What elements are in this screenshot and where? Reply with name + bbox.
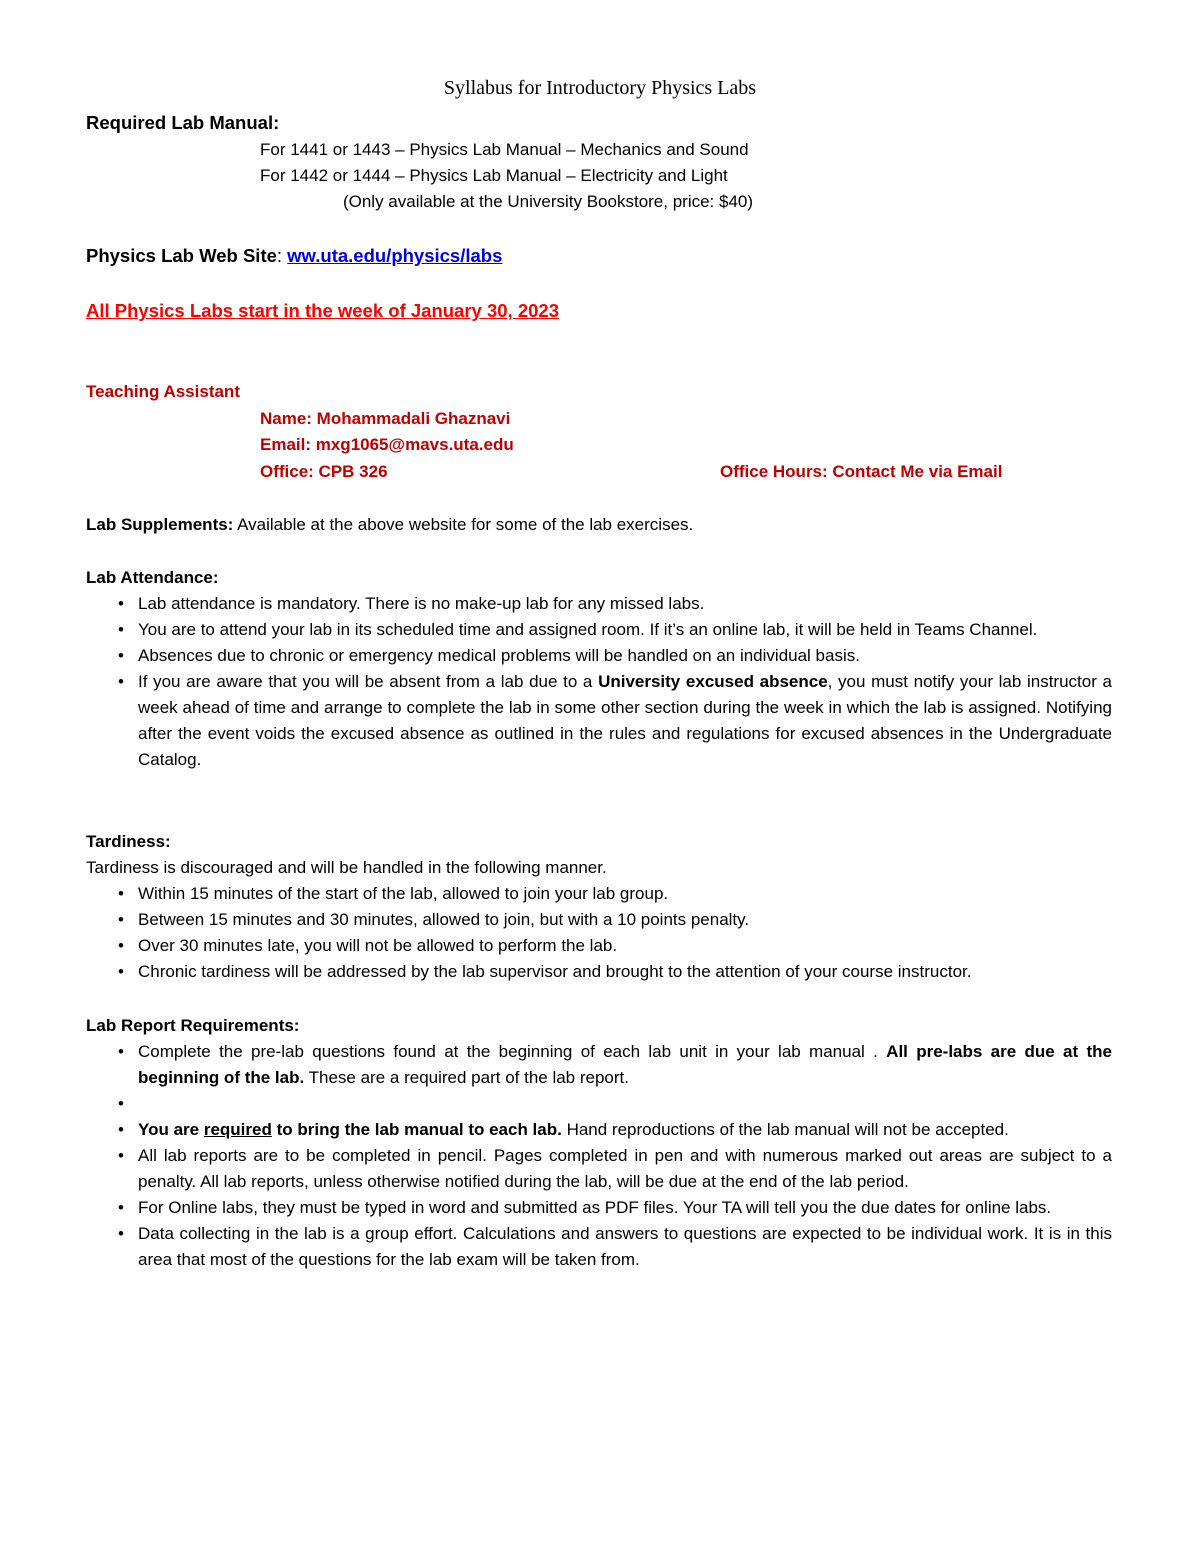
tardiness-intro: Tardiness is discouraged and will be handled in the following manner. [86, 858, 607, 877]
list-item: • Over 30 minutes late, you will not be allowed to perform the lab. [112, 933, 1112, 959]
list-spacer [112, 1091, 1112, 1117]
list-item [112, 1117, 1112, 1143]
list-item: • Between 15 minutes and 30 minutes, allowed to join, but with a 10 points penalty. [112, 907, 1112, 933]
ta-email: Email: mxg1065@mavs.uta.edu [260, 435, 514, 454]
excused-absence-emphasis: University excused absence [598, 672, 828, 691]
website-label: Physics Lab Web Site [86, 245, 277, 266]
list-item: • Chronic tardiness will be addressed by the lab supervisor and brought to the attention of your course instructor. [112, 959, 1112, 985]
supplements-row [86, 512, 693, 538]
report-b1-pre: Complete the pre-lab questions found at the beginning of each lab unit in your lab manual . [138, 1042, 887, 1061]
website-row [86, 243, 502, 269]
tardiness-heading: Tardiness: [86, 832, 171, 851]
report-heading: Lab Report Requirements: [86, 1016, 300, 1035]
ta-office-hours: Office Hours: Contact Me via Email [720, 462, 1003, 481]
lab-manual-availability: (Only available at the University Bookstore, price: $40) [342, 192, 754, 211]
attendance-heading: Lab Attendance: [86, 568, 219, 587]
list-item: • Data collecting in the lab is a group effort. Calculations and answers to questions are expected to be individual work. It is in this area that most of the questions for the lab exam will be taken from. [112, 1221, 1112, 1273]
attendance-list [112, 591, 1112, 773]
required-emphasis: required [203, 1120, 272, 1139]
supplements-text: Available at the above website for some of the lab exercises. [233, 515, 694, 534]
ta-name: Name: Mohammadali Ghaznavi [260, 409, 511, 428]
lab-manual-line-2: For 1442 or 1444 – Physics Lab Manual – Electricity and Light [260, 166, 728, 185]
prelab-due-emphasis: All pre-labs are due at the beginning of the lab. [138, 1042, 1112, 1087]
attendance-b4-pre: If you are aware that you will be absent from a lab due to a [138, 672, 599, 691]
list-item: • Lab attendance is mandatory. There is no make-up lab for any missed labs. [112, 591, 1112, 617]
lab-manual-line-1: For 1441 or 1443 – Physics Lab Manual – Mechanics and Sound [260, 140, 749, 159]
report-list [112, 1039, 1112, 1273]
list-item [112, 1039, 1112, 1091]
website-link[interactable]: ww.uta.edu/physics/labs [287, 245, 503, 266]
report-b1-post: These are a required part of the lab report. [304, 1068, 629, 1087]
report-b2-bold: to bring the lab manual to each lab. [271, 1120, 562, 1139]
list-item: • Absences due to chronic or emergency medical problems will be handled on an individual basis. [112, 643, 1112, 669]
ta-heading: Teaching Assistant [86, 382, 240, 401]
supplements-label: Lab Supplements: [86, 515, 234, 534]
attendance-b4-post: , you must notify your lab instructor a week ahead of time and arrange to complete the lab in some other section during the week in which the lab is assigned. Notifying after the event voids the excused absence as outlined in the rules and regulations for excused absences in the Undergraduate Catalog. [138, 672, 1112, 769]
list-item [112, 669, 1112, 773]
ta-office: Office: CPB 326 [260, 462, 388, 481]
report-b2-post: Hand reproductions of the lab manual will not be accepted. [561, 1120, 1009, 1139]
start-notice: All Physics Labs start in the week of January 30, 2023 [86, 300, 559, 321]
website-colon: : [276, 245, 288, 266]
report-b2-pre: You are [138, 1120, 204, 1139]
list-item: • All lab reports are to be completed in pencil. Pages completed in pen and with numerous marked out areas are subject to a penalty. All lab reports, unless otherwise notified during the lab, will be due at the end of the lab period. [112, 1143, 1112, 1195]
list-item: • Within 15 minutes of the start of the lab, allowed to join your lab group. [112, 881, 1112, 907]
lab-manual-heading: Required Lab Manual: [86, 112, 280, 133]
list-item: • For Online labs, they must be typed in word and submitted as PDF files. Your TA will tell you the due dates for online labs. [112, 1195, 1112, 1221]
list-item: • You are to attend your lab in its scheduled time and assigned room. If it’s an online lab, it will be held in Teams Channel. [112, 617, 1112, 643]
tardiness-list [112, 881, 1112, 985]
page-title: Syllabus for Introductory Physics Labs [443, 77, 757, 99]
